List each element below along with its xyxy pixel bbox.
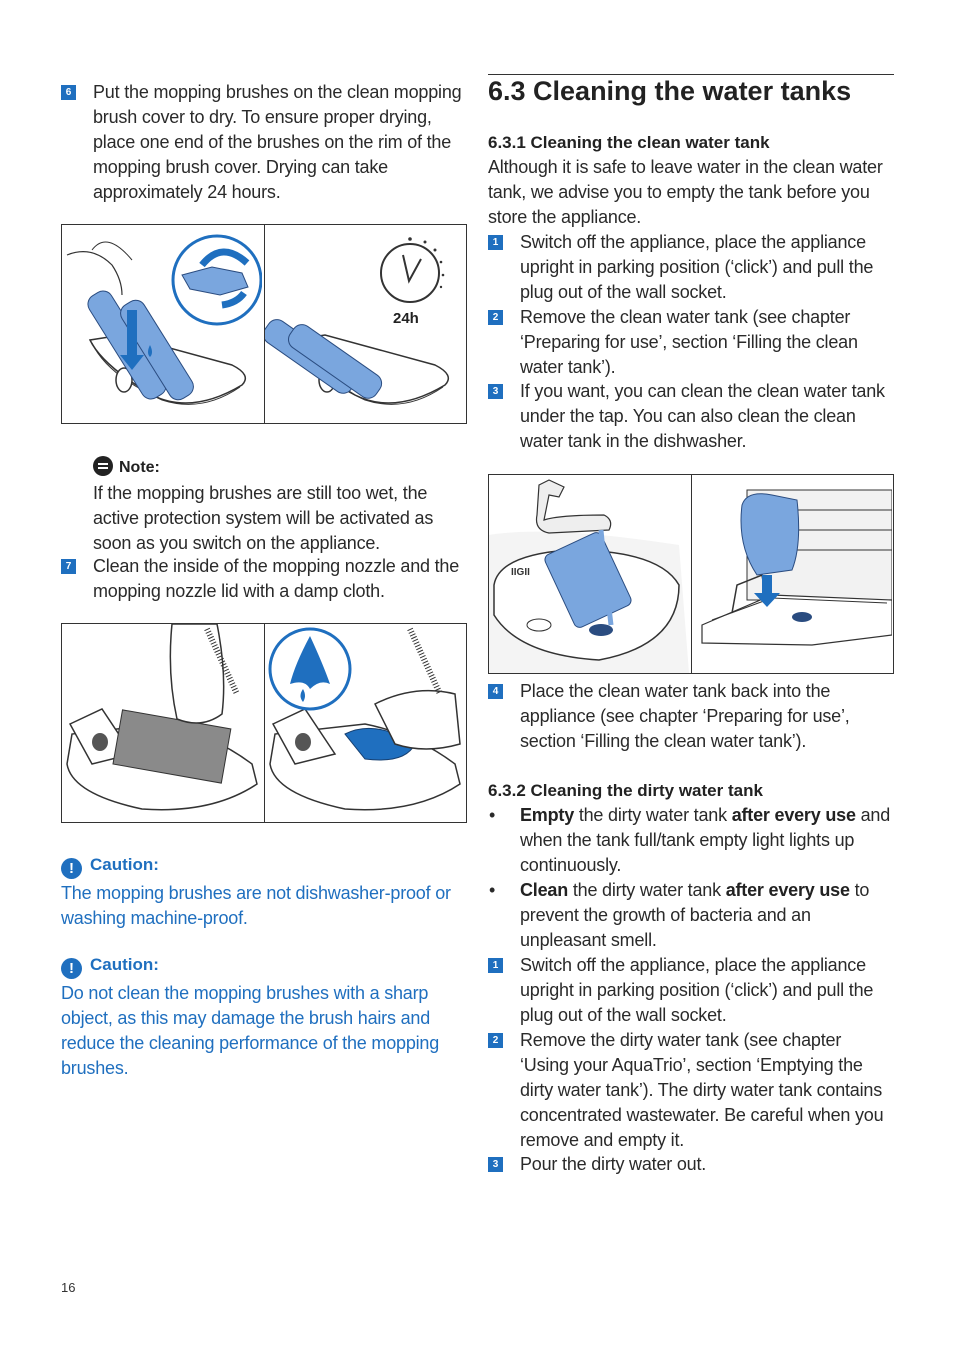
illustration-brushes-timer <box>265 225 465 423</box>
note-block <box>93 456 467 556</box>
step-text: Pour the dirty water out. <box>520 1154 707 1174</box>
subsection-clean-tank <box>488 132 894 230</box>
step-number: 2 <box>488 310 503 325</box>
dirty-step-3 <box>488 1152 894 1177</box>
step-number: 4 <box>488 684 503 699</box>
bullet-dot: • <box>489 880 496 900</box>
step-number: 7 <box>61 559 76 574</box>
illustration-brushes-on-cover <box>62 225 262 423</box>
bullet-text: Empty the dirty water tank after every use and when the tank full/tank empty light lights up continuously. <box>520 805 891 875</box>
dirty-bullet-2 <box>488 878 894 953</box>
dirty-bullet-1 <box>488 803 894 878</box>
caution-text: Do not clean the mopping brushes with a sharp object, as this may damage the brush hairs and reduce the cleaning performance of the mopping brushes. <box>61 983 440 1078</box>
bullet-dot: • <box>489 805 496 825</box>
figure-cleaning-nozzle <box>61 623 467 823</box>
section-title: 6.3 Cleaning the water tanks <box>488 76 852 106</box>
step-number: 6 <box>61 85 76 100</box>
subsection-intro: Although it is safe to leave water in the clean water tank, we advise you to empty the tank before you store the appliance. <box>488 157 883 227</box>
step-7 <box>61 554 467 604</box>
step-6 <box>61 80 467 205</box>
dirty-step-1 <box>488 953 894 1028</box>
note-text: If the mopping brushes are still too wet, the active protection system will be activated as soon as you switch on the appliance. <box>93 483 434 553</box>
clean-step-4 <box>488 679 894 754</box>
bullet-text: Clean the dirty water tank after every use to prevent the growth of bacteria and an unpleasant smell. <box>520 880 870 950</box>
step-text: Switch off the appliance, place the appliance upright in parking position (‘click’) and pull the plug out of the wall socket. <box>520 232 874 302</box>
exclamation-icon: ! <box>61 858 82 879</box>
clean-step-1 <box>488 230 894 305</box>
caution-title: Caution: <box>90 855 159 874</box>
step-text: Switch off the appliance, place the appliance upright in parking position (‘click’) and pull the plug out of the wall socket. <box>520 955 874 1025</box>
timer-label: 24h <box>393 310 419 327</box>
illustration-dishwasher <box>692 475 892 673</box>
subsection-dirty-tank <box>488 780 894 802</box>
dirty-step-2 <box>488 1028 894 1153</box>
step-number: 3 <box>488 1157 503 1172</box>
illustration-tap <box>489 475 689 673</box>
caution-block-1 <box>61 854 467 931</box>
clean-step-3 <box>488 379 894 454</box>
step-number: 1 <box>488 958 503 973</box>
clean-step-2 <box>488 305 894 380</box>
subsection-title: 6.3.2 Cleaning the dirty water tank <box>488 781 763 800</box>
illustration-nozzle-wiping <box>265 624 465 822</box>
step-text: Put the mopping brushes on the clean mopping brush cover to dry. To ensure proper drying, place one end of the brushes on the rim of the mopping brush cover. Drying can take approximately 24 hours. <box>93 82 462 202</box>
page-number: 16 <box>61 1280 76 1295</box>
caution-title: Caution: <box>90 955 159 974</box>
step-number: 2 <box>488 1033 503 1048</box>
illustration-nozzle-open <box>62 624 262 822</box>
step-text: Remove the dirty water tank (see chapter ‘Using your AquaTrio’, section ‘Emptying the dirty water tank’). The dirty water tank contains concentrated wastewater. Be careful when you remove and empty it. <box>520 1030 884 1150</box>
figure-tank-cleaning <box>488 474 894 674</box>
caution-block-2 <box>61 954 467 1081</box>
step-text: Place the clean water tank back into the appliance (see chapter ‘Preparing for use’, section ‘Filling the clean water tank’). <box>520 681 850 751</box>
note-title: Note: <box>119 459 160 476</box>
subsection-title: 6.3.1 Cleaning the clean water tank <box>488 133 770 152</box>
caution-text: The mopping brushes are not dishwasher-proof or washing machine-proof. <box>61 883 451 928</box>
figure-brushes-drying <box>61 224 467 424</box>
exclamation-icon: ! <box>61 958 82 979</box>
step-number: 3 <box>488 384 503 399</box>
step-number: 1 <box>488 235 503 250</box>
step-text: If you want, you can clean the clean water tank under the tap. You can also clean the clean water tank in the dishwasher. <box>520 381 885 451</box>
tank-label: IIGII <box>511 567 530 578</box>
step-text: Remove the clean water tank (see chapter ‘Preparing for use’, section ‘Filling the clean water tank’). <box>520 307 858 377</box>
step-text: Clean the inside of the mopping nozzle and the mopping nozzle lid with a damp cloth. <box>93 556 460 601</box>
note-icon <box>93 456 113 476</box>
